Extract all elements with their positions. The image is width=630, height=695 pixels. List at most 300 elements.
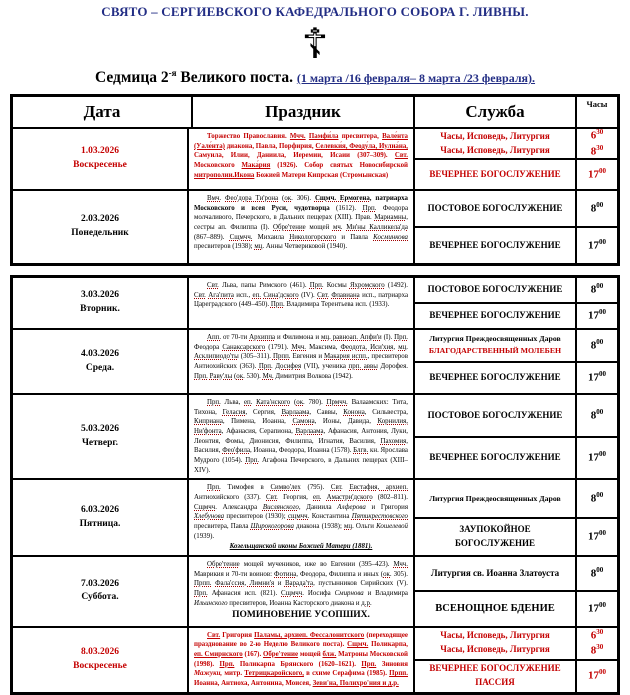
feast-text-segment: митрополии.Икона	[194, 171, 255, 179]
service-cell	[415, 129, 577, 158]
feast-text-segment: Вале́нта (Уале́нта)	[194, 133, 408, 150]
service-line: Часы, Исповедь, Литургия	[440, 644, 550, 655]
feast-text-segment: Кошелевой	[376, 523, 408, 531]
feast-text-segment: Прп.	[270, 301, 285, 309]
feast-text-segment: (305–311).	[238, 353, 273, 361]
feast-text-segment: Санаксарского	[222, 343, 266, 351]
feast-text-segment: Саввы,	[311, 408, 344, 416]
feast-text-segment: Широкогорова	[250, 523, 294, 531]
service-subrow	[415, 480, 617, 516]
feast-text-segment: Мариамны,	[374, 214, 408, 222]
service-time	[591, 282, 604, 297]
feast-text-segment: Ката'нского	[256, 399, 291, 407]
feast-text-segment: Георгия,	[277, 494, 314, 502]
feast-text-segment: и Григория	[365, 503, 409, 511]
service-line: ВЕЧЕРНЕЕ БОГОСЛУЖЕНИЕ	[429, 310, 561, 321]
service-subrow	[415, 628, 617, 659]
feast-text-segment: Вислянского,	[262, 503, 301, 511]
hours-cell	[577, 628, 617, 659]
feast-text-segment: Афанасия, Антония, Луки, Леонтия, Фомы, Дионисия, Филиппа, Игнатия, Василия,	[194, 428, 408, 445]
service-subrow	[415, 395, 617, 436]
feast-centered-line	[194, 609, 408, 622]
feast-text-segment: Афанасия, Серапиона,	[223, 428, 296, 436]
feast-text-segment: Анны Четвериковой (1940).	[264, 243, 348, 251]
feast-text-segment: Раву'лы	[209, 372, 233, 380]
date-cell	[13, 557, 189, 626]
hours-cell	[577, 661, 617, 692]
feast-text-segment: Дорофея.	[377, 363, 408, 371]
service-subrow	[415, 278, 617, 302]
feast-text-segment: Геласия,	[222, 408, 248, 416]
service-cell	[415, 160, 577, 189]
service-time	[588, 450, 606, 465]
feast-text-segment: (	[232, 372, 237, 380]
feast-text-segment: Тетрицкаройского,	[244, 670, 304, 678]
feast-text-segment: Сильвестра,	[366, 408, 408, 416]
feast-text-segment: Прп.	[362, 204, 377, 212]
feast-text-segment: Михаила	[252, 233, 290, 241]
feast-text-segment: Яхромского	[349, 282, 385, 290]
feast-text-segment: мц. равноап.	[321, 334, 358, 342]
service-line: ПАССИЯ	[475, 677, 515, 688]
feast-text-segment: и Владимира	[363, 589, 408, 597]
day-row	[13, 478, 617, 555]
feast-cell	[189, 278, 413, 328]
feast-text-segment: Космы	[323, 282, 350, 290]
service-block	[413, 191, 617, 263]
feast-text-segment: Василия,	[194, 447, 223, 455]
feast-paragraph	[194, 483, 408, 541]
feast-text-segment: Александра	[216, 503, 263, 511]
hours-cell	[577, 480, 617, 516]
service-cell	[415, 330, 577, 361]
feast-text-segment: Ага'пита	[208, 291, 234, 299]
time-minutes: 00	[599, 450, 606, 459]
feast-text-segment: Архиппа	[249, 334, 276, 342]
time-hour: 8	[590, 644, 597, 657]
feast-text-segment: Фала'ссия, Лимни'я	[215, 580, 275, 588]
service-time	[591, 491, 604, 506]
feast-text-segment: Константина	[309, 513, 352, 521]
service-block	[413, 395, 617, 478]
service-line: Часы, Исповедь, Литургия	[440, 144, 550, 155]
service-time	[591, 643, 604, 658]
feast-text-segment: Ольги	[353, 523, 377, 531]
service-subrow	[415, 557, 617, 590]
week-title-main: Седмица 2	[94, 69, 169, 87]
service-cell	[415, 395, 577, 436]
hours-cell	[577, 228, 617, 263]
header-service-subrow	[415, 97, 617, 127]
feast-text-segment: Памфи́ла	[308, 133, 339, 141]
time-minutes: 00	[596, 337, 604, 346]
feast-text-segment: и Павла	[336, 233, 374, 241]
feast-paragraph	[194, 398, 408, 475]
time-minutes: 00	[596, 407, 604, 416]
service-time	[588, 529, 606, 544]
feast-text-segment: (	[290, 399, 297, 407]
service-cell	[415, 592, 577, 625]
feast-text-segment: Блгв.	[353, 447, 369, 455]
service-cell	[415, 363, 577, 394]
feast-text-segment: (795).	[300, 484, 331, 492]
page-title: СВЯТО – СЕРГИЕВСКОГО КАФЕДРАЛЬНОГО СОБОРА Г. ЛИВНЫ.	[101, 4, 529, 19]
service-subrow	[415, 302, 617, 328]
feast-cell	[189, 330, 413, 393]
feast-text-segment: Тимофея в	[220, 484, 271, 492]
service-cell	[415, 278, 577, 302]
feast-text-segment: Ильинского	[194, 599, 228, 607]
service-line: ВЕЧЕРНЕЕ БОГОСЛУЖЕНИЕ	[429, 371, 561, 382]
date-value: 6.03.2026	[81, 504, 119, 515]
time-minutes: 00	[599, 529, 606, 538]
feast-text-segment: Досифея	[275, 363, 302, 371]
feast-text-segment: Прпп.	[194, 580, 212, 588]
feast-text-segment: Конона,	[343, 408, 367, 416]
service-line: ВЕЧЕРНЕЕ БОГОСЛУЖЕНИЕ	[429, 452, 561, 463]
feast-cell	[189, 129, 413, 189]
time-hour: 17	[588, 669, 599, 682]
time-hour: 8	[590, 492, 597, 505]
time-hour: 8	[590, 409, 597, 422]
time-hour: 8	[590, 202, 597, 215]
feast-text-segment: Прп.	[361, 660, 377, 668]
feast-text-segment: Варлаама,	[281, 408, 312, 416]
column-header-feast: Праздник	[265, 101, 341, 121]
service-subrow	[415, 330, 617, 361]
time-minutes: 00	[596, 565, 604, 574]
feast-text-segment: Свт.	[330, 484, 343, 492]
feast-text-segment: Мчч.	[291, 343, 307, 351]
time-hour: 8	[590, 145, 597, 158]
feast-text-segment: Флавиана	[331, 291, 360, 299]
feast-text-segment: Киприана,	[194, 418, 225, 426]
feast-text-segment: митр.	[222, 670, 245, 678]
feast-text-segment: пресвитеров, Иоанна Касторского диакона и	[227, 599, 362, 607]
feast-cell	[189, 191, 413, 263]
feast-text-segment: Даниила	[300, 503, 338, 511]
feast-text-segment: Фео'фила,	[222, 447, 252, 455]
day-row	[13, 328, 617, 393]
schedule-table-2	[10, 275, 620, 694]
feast-text-segment: ок.	[383, 570, 392, 578]
feast-text-segment: Сергия,	[247, 408, 282, 416]
feast-text-segment: Свт.	[207, 631, 221, 639]
feast-text-segment: Апфи'и	[359, 334, 382, 342]
feast-text-segment: и Филимона и	[275, 334, 322, 342]
date-cell	[13, 628, 189, 692]
feast-text-segment: Матроны Московской (1998).	[194, 650, 409, 668]
feast-text-segment: мощей мучеников, иже во Евгении (395–423).	[239, 561, 394, 568]
service-line: ВЕЧЕРНЕЕ БОГОСЛУЖЕНИЕ	[429, 239, 561, 250]
time-hour: 17	[588, 452, 599, 465]
feast-text-segment: Никологорского	[289, 233, 337, 241]
feast-cell	[189, 480, 413, 555]
service-line: ЗАУПОКОЙНОЕ	[459, 523, 531, 534]
feast-text-segment: Прп.	[219, 660, 235, 668]
feast-text-segment: еп.	[313, 494, 322, 502]
feast-text-segment: Сина'дского	[263, 291, 299, 299]
weekday-value: Воскресенье	[73, 160, 127, 171]
service-line: БЛАГОДАРСТВЕННЫЙ МОЛЕБЕН	[428, 346, 562, 356]
feast-text-segment: кн. Ярослава Мудрого (1054).	[194, 447, 408, 465]
service-subrow	[415, 129, 617, 158]
time-minutes: 00	[596, 282, 604, 291]
feast-text-segment: 305).	[391, 570, 408, 578]
feast-text-segment: Иосифа	[303, 589, 335, 597]
hours-cell	[577, 191, 617, 226]
weekday-value: Понедельник	[71, 228, 129, 239]
service-block	[413, 557, 617, 626]
feast-text-segment: Мчч.	[289, 133, 306, 141]
feast-text-segment: Свт.	[266, 494, 278, 502]
feast-text-segment: сестры ап. Филиппа (I).	[194, 224, 273, 232]
service-time	[591, 628, 604, 643]
service-cell	[415, 228, 577, 263]
feast-text-segment: Алферова	[337, 503, 366, 511]
feast-text-segment: Мчч.	[393, 561, 408, 568]
service-cell	[415, 519, 577, 555]
feast-text-segment: Прп.	[394, 334, 408, 342]
service-subrow	[415, 590, 617, 625]
feast-text-segment: Зеви'на, Полихро'ния и д.р.	[312, 679, 399, 687]
service-line: ПОСТОВОЕ БОГОСЛУЖЕНИЕ	[427, 284, 563, 295]
feast-text-segment: (I).	[381, 334, 395, 342]
feast-text-segment: д.р.	[361, 599, 372, 607]
time-hour: 8	[590, 339, 597, 352]
week-title-superscript: -я	[168, 68, 177, 78]
time-minutes: 00	[596, 200, 604, 209]
hours-cell	[577, 330, 617, 361]
feast-text-segment: Апп.	[207, 334, 222, 342]
feast-text-segment: Косминкова	[373, 233, 408, 241]
feast-text-segment: Фотина,	[274, 570, 298, 578]
date-cell	[13, 278, 189, 328]
feast-text-segment: Зиновия	[376, 660, 408, 668]
feast-text-segment: Агафона Печерского, в Дальних пещерах (XIII–XIV).	[194, 457, 408, 474]
feast-text-segment: ок.	[284, 195, 293, 203]
time-hour: 17	[588, 168, 599, 181]
feast-text-segment: Пахомия,	[380, 437, 408, 445]
feast-text-segment: блж.	[322, 650, 337, 658]
feast-text-segment: Владимира Терентьева исп. (1933).	[284, 301, 390, 309]
feast-text-segment: Корнилия, Ни'фонта,	[194, 418, 408, 436]
feast-text-segment: Ионы, Давида,	[316, 418, 378, 426]
feast-text-segment: 780).	[304, 399, 327, 407]
hours-cell	[577, 519, 617, 555]
service-time	[588, 668, 606, 683]
date-value: 3.03.2026	[81, 290, 119, 301]
hours-cell	[577, 557, 617, 590]
service-line: Литургия Преждеосвященных Даров	[429, 493, 561, 503]
feast-paragraph	[194, 194, 408, 252]
service-cell	[415, 628, 577, 659]
time-hour: 6	[590, 129, 597, 142]
feast-text-segment: Прпп.	[272, 353, 291, 361]
feast-text-segment: Антиохийского (337).	[194, 494, 267, 502]
service-subrow	[415, 361, 617, 394]
service-block	[413, 278, 617, 328]
feast-text-segment: Самона,	[292, 418, 317, 426]
feast-text-segment: и	[274, 580, 285, 588]
feast-text-segment: Иоанна, Антиоха, Антонина, Моисея,	[194, 679, 313, 687]
feast-text-segment: (167).	[242, 650, 263, 658]
weekday-value: Четверг.	[81, 437, 119, 448]
feast-text-segment: Хлебунова	[194, 513, 225, 521]
feast-text-segment: Поликарпа Брянского (1620–1621).	[234, 660, 362, 668]
column-header-hours: Часы	[586, 99, 608, 110]
service-cell	[415, 304, 577, 328]
feast-text-segment: Мч.	[262, 372, 274, 380]
feast-text-segment: мц.	[254, 243, 265, 251]
feast-text-segment: Свт.	[207, 282, 219, 290]
feast-text-segment: мц.	[344, 523, 354, 531]
weekday-value: Пятница.	[79, 518, 121, 529]
time-minutes: 30	[596, 627, 604, 636]
feast-paragraph	[194, 333, 408, 381]
service-block	[413, 129, 617, 189]
service-time	[588, 238, 606, 253]
feast-text-segment: Сщмч.	[347, 641, 369, 649]
feast-cell	[189, 557, 413, 626]
time-hour: 17	[588, 371, 599, 384]
feast-text-segment: Прп.	[207, 399, 221, 407]
time-hour: 6	[590, 629, 597, 642]
feast-text-segment: Прп.	[245, 457, 260, 465]
feast-text-segment: Пятикрестовского	[351, 513, 408, 521]
week-subtitle	[0, 68, 630, 87]
feast-text-segment: (	[278, 195, 285, 203]
feast-text-segment: ок.	[296, 399, 305, 407]
service-subrow	[415, 191, 617, 226]
feast-text-segment: пресвитера, Павла	[194, 523, 251, 531]
feast-text-segment: Сщмчч.	[229, 233, 253, 241]
weekday-value: Вторник.	[80, 304, 120, 315]
feast-text-segment: Варада'та,	[284, 580, 315, 588]
feast-text-segment: Свт.	[394, 152, 408, 160]
date-value: 5.03.2026	[81, 424, 119, 435]
feast-text-segment: (802–811).	[372, 494, 408, 502]
time-minutes: 00	[599, 668, 606, 677]
feast-text-segment: Вмч.	[207, 195, 222, 203]
feast-text-segment: Маврикия и 70-ти воинов:	[194, 570, 275, 578]
service-time	[588, 601, 606, 616]
feast-text-segment: Льва,	[220, 399, 244, 407]
feast-text-segment: еп.	[244, 399, 253, 407]
feast-text-segment: от 70-ти	[221, 334, 250, 342]
feast-text-segment: Макария испп.,	[324, 353, 370, 361]
feast-text-segment: в схиме Серафима (1985).	[303, 670, 390, 678]
feast-text-segment: Евгения и	[290, 353, 325, 361]
service-line: ВЕЧЕРНЕЕ БОГОСЛУЖЕНИЕ	[429, 663, 561, 674]
feast-text-segment: (1791).	[265, 343, 292, 351]
service-time	[591, 408, 604, 423]
date-cell	[13, 480, 189, 555]
feast-paragraph	[194, 631, 408, 689]
feast-text-segment: Фео'дора Ти'рона	[225, 195, 279, 203]
service-time	[591, 566, 604, 581]
feast-text-segment: пресвитера,	[338, 133, 383, 141]
feast-text-segment: пресвитеров (1938);	[194, 243, 255, 251]
feast-text-segment: Прп.	[309, 282, 324, 290]
feast-text-segment: Григория	[220, 631, 255, 639]
feast-text-segment: Сщмчч.	[194, 503, 217, 511]
feast-text-segment: Димитрия Волкова (1942).	[273, 372, 353, 380]
service-time	[588, 370, 606, 385]
feast-text-segment: еп.	[252, 291, 261, 299]
feast-text-segment: исп., патриарха Цареградского (449–450).	[194, 291, 409, 309]
feast-text-segment: Сщмч. Ермогена,	[314, 195, 372, 203]
feast-text-segment: Козельщанской иконы Божией Матери (1881).	[229, 543, 373, 551]
header-service-block	[413, 97, 617, 127]
feast-text-segment: Максима,	[306, 343, 341, 351]
feast-paragraph	[194, 560, 408, 608]
feast-centered-line	[194, 542, 408, 552]
time-minutes: 00	[599, 166, 606, 175]
column-header-date: Дата	[13, 97, 193, 127]
service-subrow	[415, 659, 617, 692]
feast-text-segment: мощей	[305, 224, 333, 232]
service-time	[591, 144, 604, 159]
orthodox-cross-icon: ☦	[301, 19, 329, 68]
weekday-value: Суббота.	[81, 592, 119, 603]
date-value: 4.03.2026	[81, 348, 119, 359]
time-minutes: 00	[599, 370, 606, 379]
day-row	[13, 393, 617, 478]
feast-text-segment: Валаамских: Тита, Тихона,	[194, 399, 408, 416]
date-value: 7.03.2026	[81, 578, 119, 589]
feast-text-segment: Прп.	[207, 484, 221, 492]
service-block	[413, 628, 617, 692]
service-time	[591, 338, 604, 353]
feast-text-segment: Сщмчч.	[281, 589, 304, 597]
service-cell	[415, 438, 577, 479]
feast-paragraph	[194, 132, 408, 180]
service-time	[588, 308, 606, 323]
feast-text-segment: Иоанна, Феодора, Иоанна (1578).	[251, 447, 354, 455]
feast-text-segment: (867–889).	[194, 233, 230, 241]
feast-text-segment: еп. Смирнского	[194, 650, 243, 658]
feast-text-segment: Московского	[194, 162, 242, 170]
feast-cell	[189, 395, 413, 478]
schedule-table-1	[10, 94, 620, 266]
feast-text-segment: Феодора, Филиппа и иных (	[298, 570, 384, 578]
time-hour: 17	[588, 310, 599, 323]
time-hour: 17	[588, 602, 599, 615]
hours-cell	[577, 438, 617, 479]
day-row	[13, 555, 617, 626]
week-date-range: (1 марта /16 февраля– 8 марта /23 февраля).	[296, 71, 536, 86]
weekday-value: Среда.	[85, 362, 115, 373]
feast-text-segment: Прп.	[258, 363, 273, 371]
service-line: Часы, Исповедь, Литургия	[440, 130, 550, 141]
service-line: Литургия св. Иоанна Златоуста	[430, 567, 560, 578]
feast-text-segment: Селевки́я, Феоду́ла, Иулиа́на,	[315, 142, 408, 150]
service-line: Литургия Преждеосвященных Даров	[429, 334, 561, 344]
feast-paragraph	[194, 281, 408, 310]
feast-text-segment: Обре'тение	[207, 561, 240, 568]
feast-text-segment: Прп.	[194, 589, 208, 597]
feast-text-segment: Варлаама,	[295, 428, 326, 436]
feast-text-segment: Пимена, Иоанна,	[224, 418, 293, 426]
feast-text-segment: мч.	[332, 224, 343, 232]
column-header-service: Служба	[415, 97, 577, 127]
feast-text-segment: ПОМИНОВЕНИЕ УСОПШИХ.	[232, 610, 370, 621]
feast-text-segment: (1926). Собор святых Новосибирской	[270, 162, 409, 170]
week-title-rest: Великого поста.	[176, 69, 297, 87]
feast-text-segment: Афанасия исп. (821).	[207, 589, 282, 597]
feast-text-segment: Торжество Православия.	[207, 133, 290, 141]
